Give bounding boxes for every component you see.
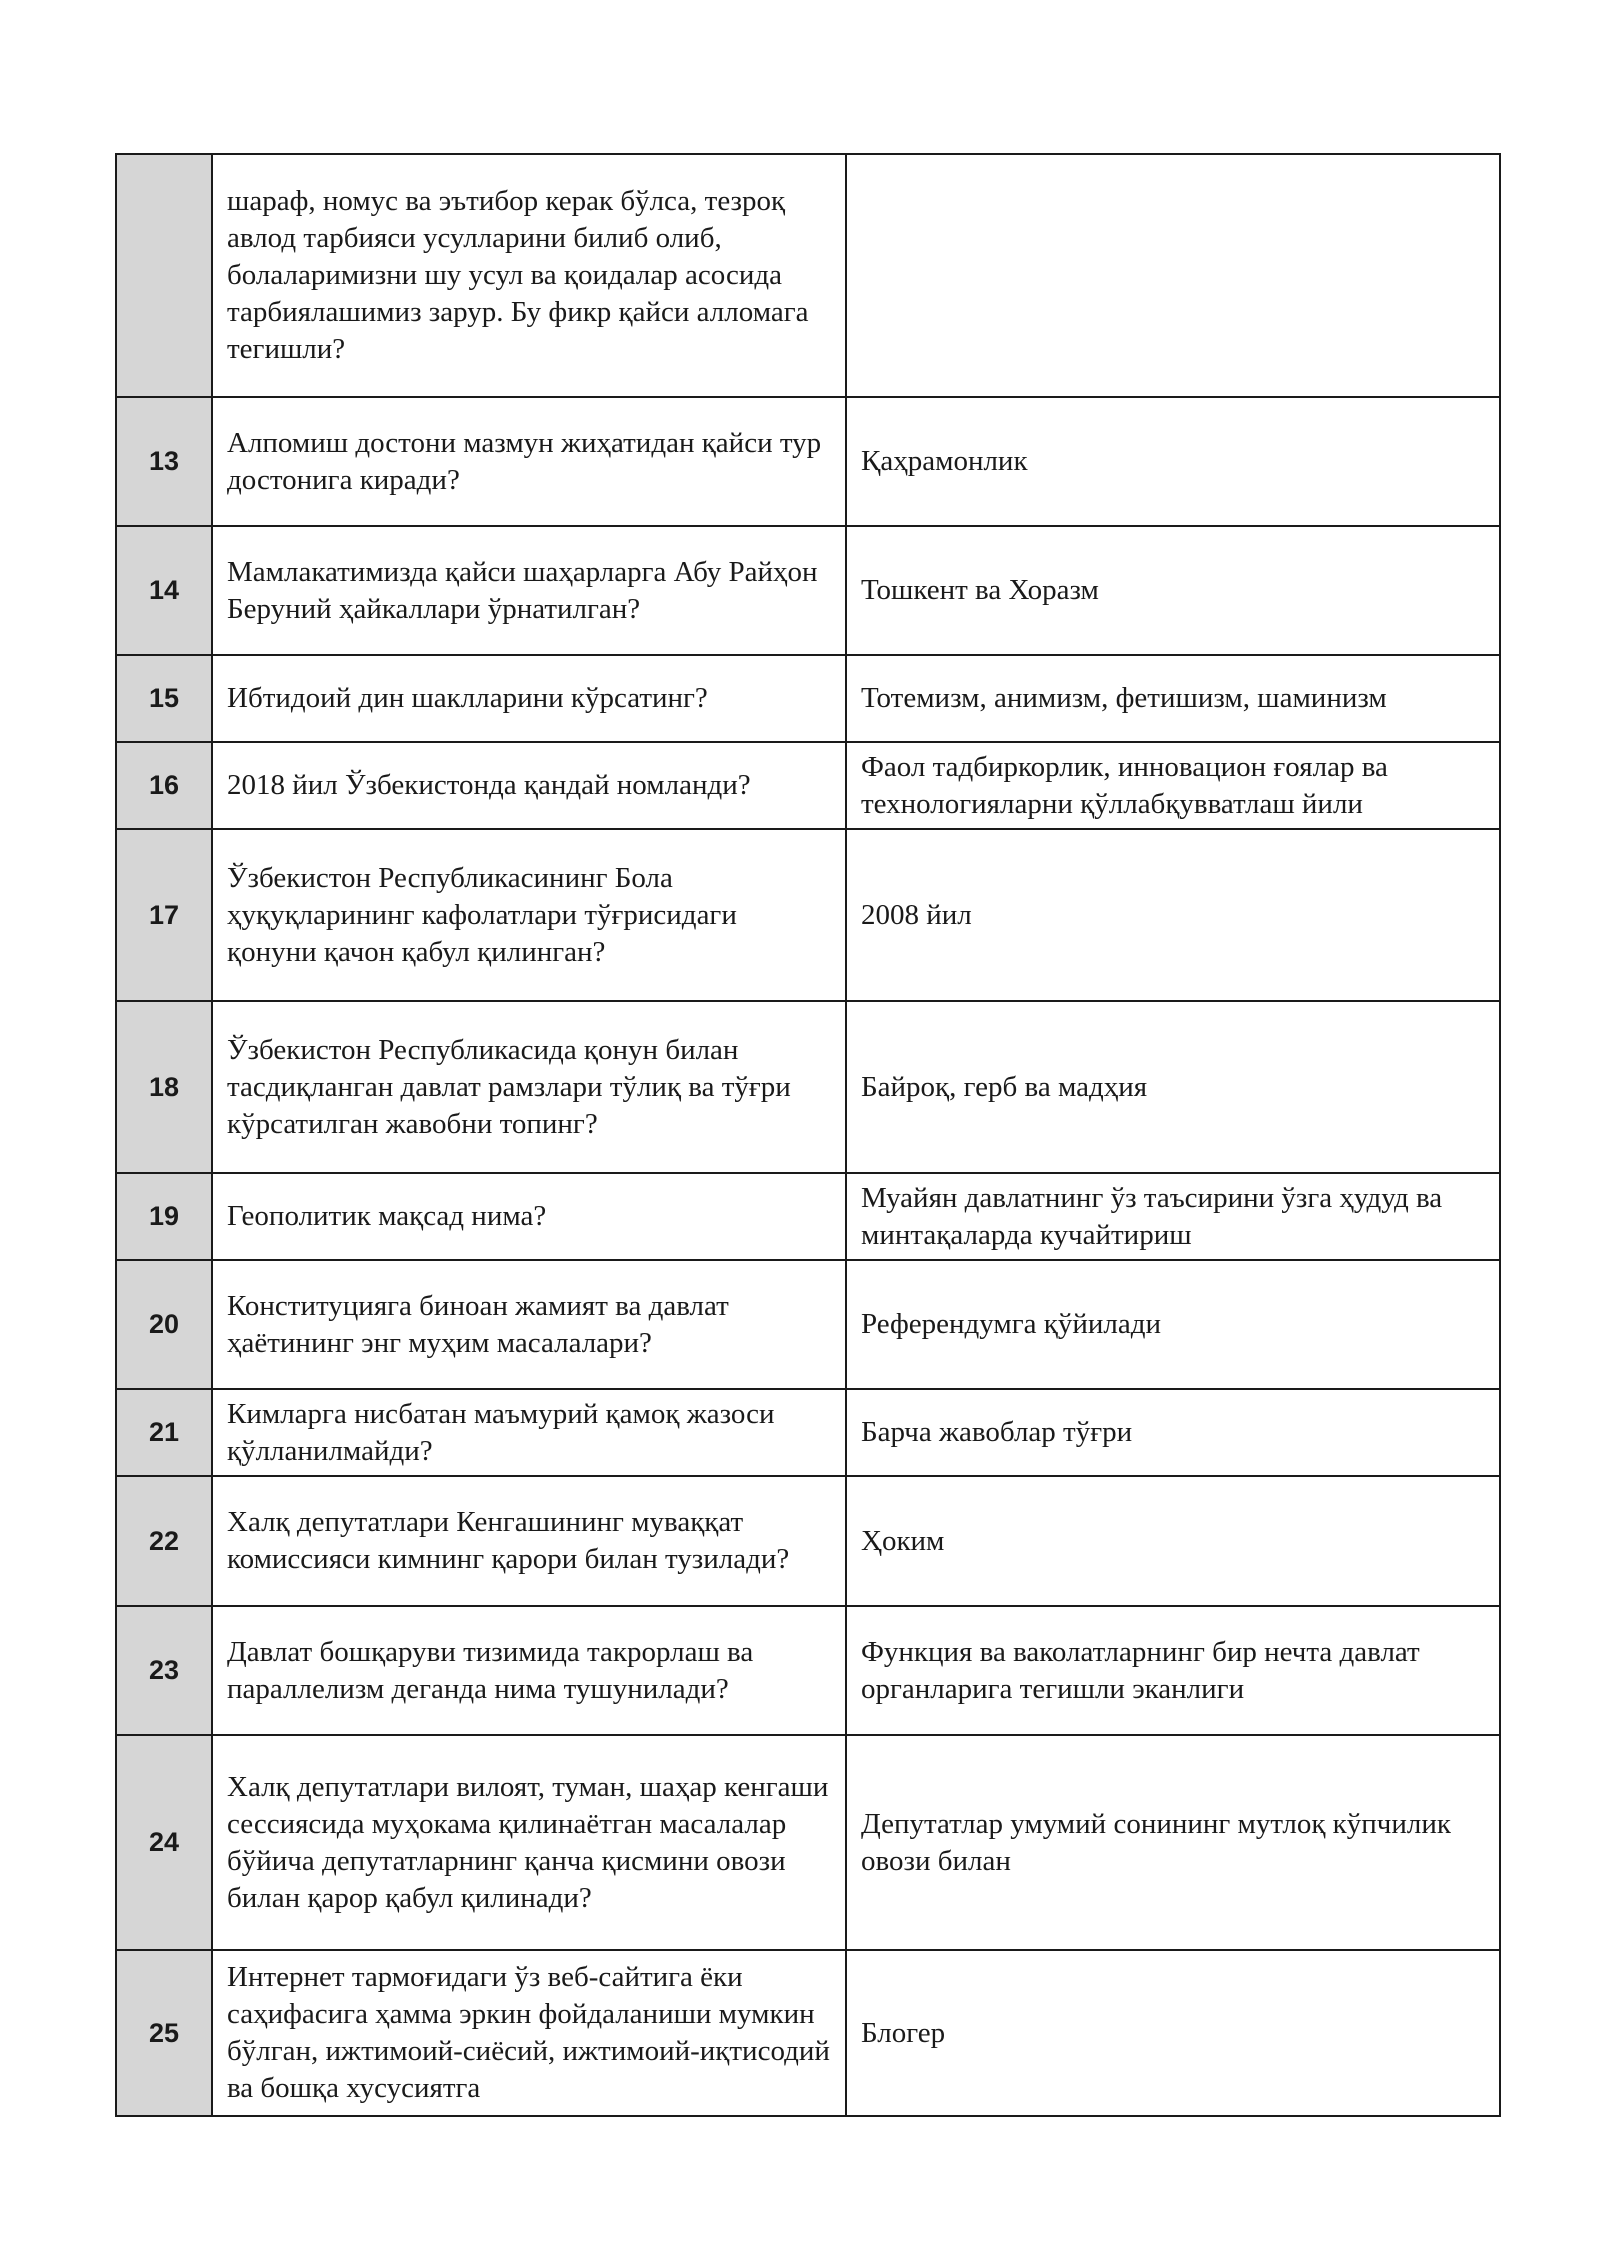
- row-number-cell: 15: [116, 655, 212, 742]
- question-cell: Халқ депутатлари вилоят, туман, шаҳар кенгаши сессиясида муҳокама қилинаётган масалалар бўйича депутатларнинг қанча қисмини овози билан қарор қабул қилинади?: [212, 1735, 846, 1950]
- question-cell: Алпомиш достони мазмун жиҳатидан қайси тур достонига киради?: [212, 397, 846, 526]
- answer-cell: Фаол тадбиркорлик, инновацион ғоялар ва технологияларни қўллабқувватлаш йили: [846, 742, 1500, 829]
- question-cell: Геополитик мақсад нима?: [212, 1173, 846, 1260]
- answer-cell: Блогер: [846, 1950, 1500, 2116]
- question-cell: Кимларга нисбатан маъмурий қамоқ жазоси қўлланилмайди?: [212, 1389, 846, 1476]
- row-number-cell: 22: [116, 1476, 212, 1606]
- row-number-cell: 25: [116, 1950, 212, 2116]
- table-row: [116, 397, 1500, 526]
- answer-cell: Тошкент ва Хоразм: [846, 526, 1500, 655]
- table-row: [116, 742, 1500, 829]
- question-cell: Давлат бошқаруви тизимида такрорлаш ва параллелизм деганда нима тушунилади?: [212, 1606, 846, 1735]
- question-cell: Ўзбекистон Республикасида қонун билан тасдиқланган давлат рамзлари тўлиқ ва тўғри кўрсатилган жавобни топинг?: [212, 1001, 846, 1173]
- table-row: [116, 1001, 1500, 1173]
- answer-cell: Функция ва ваколатларнинг бир нечта давлат органларига тегишли эканлиги: [846, 1606, 1500, 1735]
- table-row: [116, 1476, 1500, 1606]
- question-cell: 2018 йил Ўзбекистонда қандай номланди?: [212, 742, 846, 829]
- question-cell: шараф, номус ва эътибор керак бўлса, тезроқ авлод тарбияси усулларини билиб олиб, болаларимизни шу усул ва қоидалар асосида тарбиялашимиз зарур. Бу фикр қайси алломага тегишли?: [212, 154, 846, 397]
- answer-cell: Қаҳрамонлик: [846, 397, 1500, 526]
- question-cell: Мамлакатимизда қайси шаҳарларга Абу Райҳон Беруний ҳайкаллари ўрнатилган?: [212, 526, 846, 655]
- row-number-cell: 17: [116, 829, 212, 1001]
- answer-cell: Ҳоким: [846, 1476, 1500, 1606]
- table-row: [116, 526, 1500, 655]
- table-row: [116, 1606, 1500, 1735]
- row-number-cell: 19: [116, 1173, 212, 1260]
- question-cell: Ибтидоий дин шаклларини кўрсатинг?: [212, 655, 846, 742]
- question-cell: Халқ депутатлари Кенгашининг муваққат комиссияси кимнинг қарори билан тузилади?: [212, 1476, 846, 1606]
- answer-cell: [846, 154, 1500, 397]
- question-cell: Конституцияга биноан жамият ва давлат ҳаётининг энг муҳим масалалари?: [212, 1260, 846, 1389]
- answer-cell: Муайян давлатнинг ўз таъсирини ўзга ҳудуд ва минтақаларда кучайтириш: [846, 1173, 1500, 1260]
- answer-cell: Тотемизм, анимизм, фетишизм, шаминизм: [846, 655, 1500, 742]
- table-row: [116, 1950, 1500, 2116]
- row-number-cell: 13: [116, 397, 212, 526]
- row-number-cell: 24: [116, 1735, 212, 1950]
- table-row: [116, 154, 1500, 397]
- question-cell: Ўзбекистон Республикасининг Бола ҳуқуқларининг кафолатлари тўғрисидаги қонуни қачон қабул қилинган?: [212, 829, 846, 1001]
- table-row: [116, 1260, 1500, 1389]
- answer-cell: Барча жавоблар тўғри: [846, 1389, 1500, 1476]
- table-row: [116, 829, 1500, 1001]
- row-number-cell: 20: [116, 1260, 212, 1389]
- table-row: [116, 1389, 1500, 1476]
- row-number-cell: 14: [116, 526, 212, 655]
- table-row: [116, 655, 1500, 742]
- row-number-cell: 21: [116, 1389, 212, 1476]
- qa-table: [115, 153, 1501, 2117]
- question-cell: Интернет тармоғидаги ўз веб-сайтига ёки саҳифасига ҳамма эркин фойдаланиши мумкин бўлган, ижтимоий-сиёсий, ижтимоий-иқтисодий ва бошқа хусусиятга: [212, 1950, 846, 2116]
- table-row: [116, 1173, 1500, 1260]
- answer-cell: Депутатлар умумий сонининг мутлоқ кўпчилик овози билан: [846, 1735, 1500, 1950]
- answer-cell: Байроқ, герб ва мадҳия: [846, 1001, 1500, 1173]
- row-number-cell: [116, 154, 212, 397]
- row-number-cell: 16: [116, 742, 212, 829]
- row-number-cell: 18: [116, 1001, 212, 1173]
- document-page: [115, 153, 1499, 2117]
- answer-cell: Референдумга қўйилади: [846, 1260, 1500, 1389]
- qa-table-body: [116, 154, 1500, 2116]
- row-number-cell: 23: [116, 1606, 212, 1735]
- table-row: [116, 1735, 1500, 1950]
- answer-cell: 2008 йил: [846, 829, 1500, 1001]
